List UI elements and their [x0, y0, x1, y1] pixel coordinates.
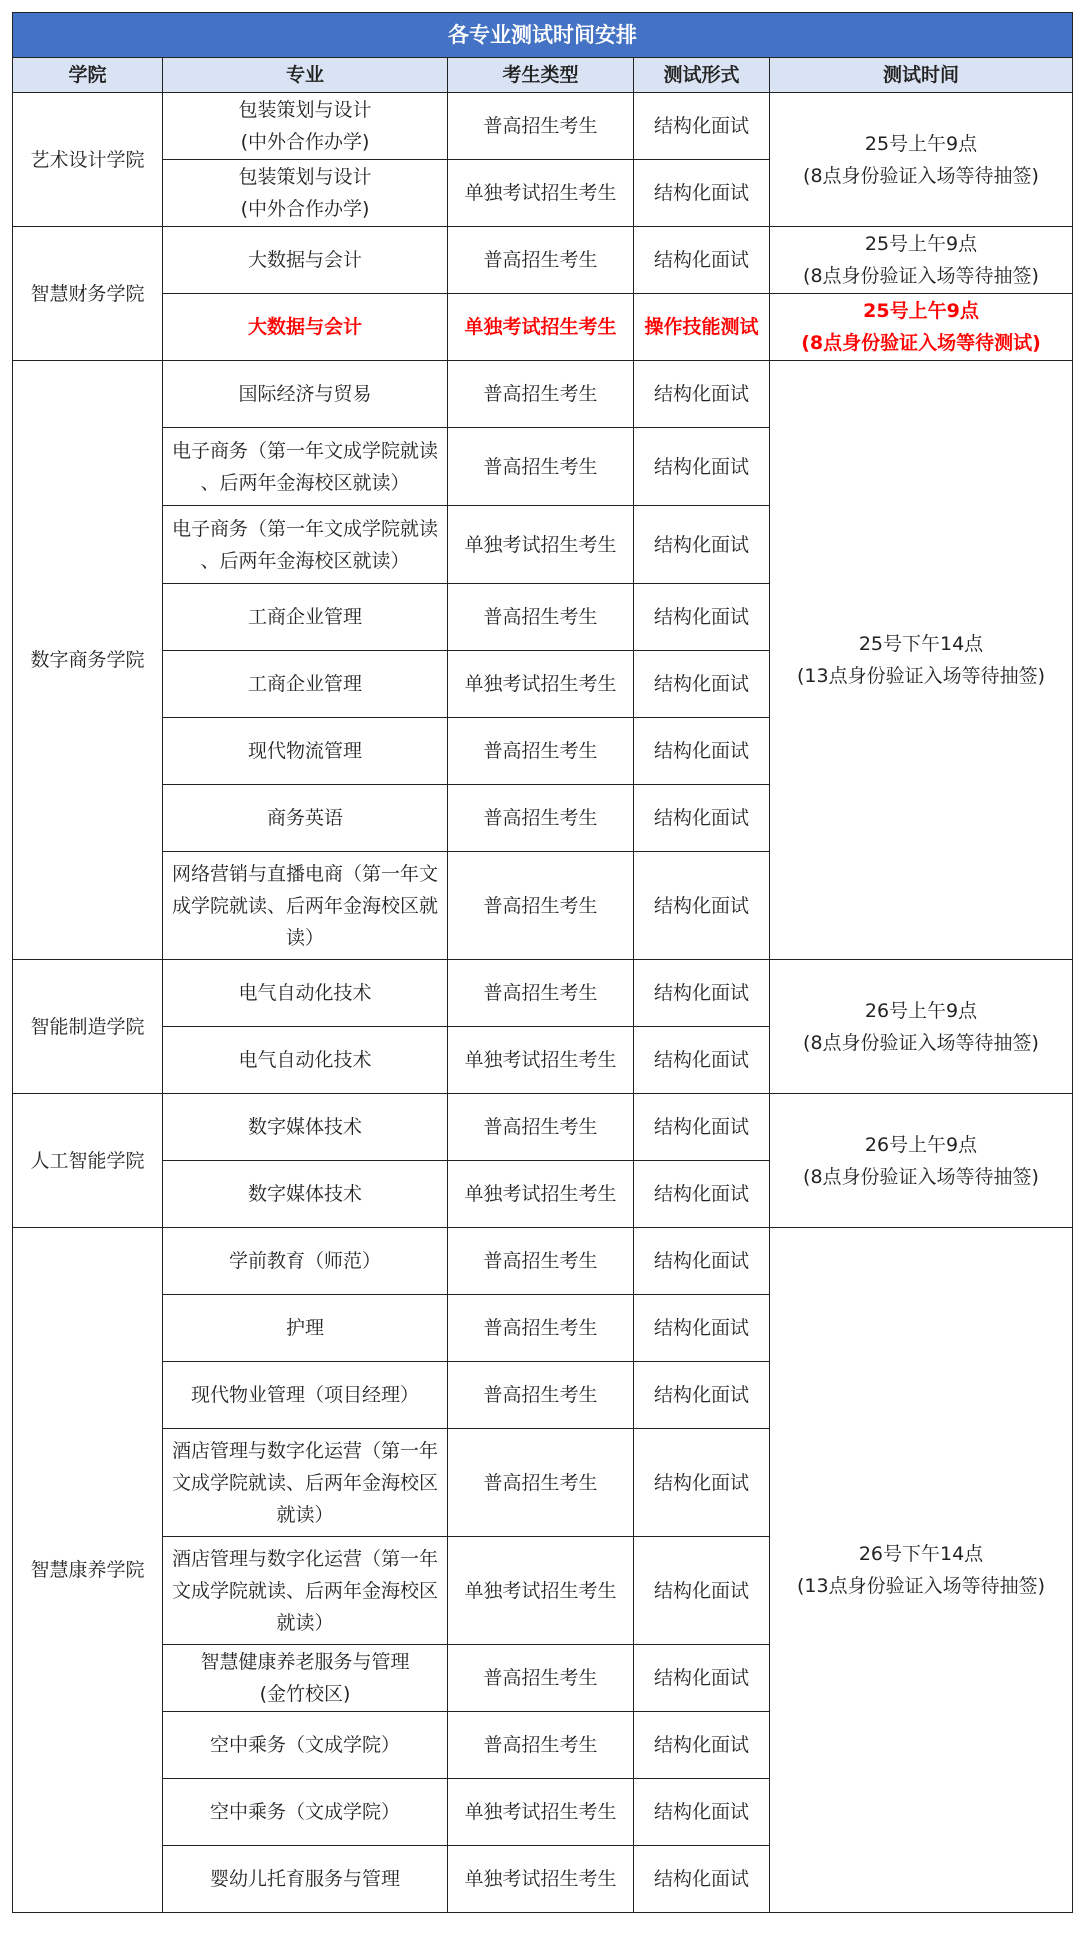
student-type-cell: 普高招生考生 [448, 428, 634, 506]
text-line: 成学院就读、后两年金海校区就 [171, 894, 438, 917]
student-type-cell: 普高招生考生 [448, 361, 634, 428]
major-cell [163, 1027, 448, 1094]
test-time-cell [770, 227, 1073, 294]
test-time-cell [770, 361, 1073, 960]
student-type-cell: 单独考试招生考生 [448, 1537, 634, 1645]
major-cell [163, 1846, 448, 1913]
table-title-row [13, 13, 1073, 58]
student-type-cell: 普高招生考生 [448, 1295, 634, 1362]
schedule-document [12, 12, 1072, 1913]
text-line: (中外合作办学) [240, 198, 370, 220]
text-line: 学前教育（师范） [228, 1250, 381, 1272]
major-cell [163, 1645, 448, 1712]
text-line: 商务英语 [266, 807, 343, 829]
major-cell [163, 1362, 448, 1429]
student-type-cell: 单独考试招生考生 [448, 506, 634, 584]
test-time-cell [770, 294, 1073, 361]
text-line: 网络营销与直播电商（第一年文 [171, 862, 438, 885]
student-type-cell: 普高招生考生 [448, 227, 634, 294]
test-form-cell: 结构化面试 [634, 1712, 770, 1779]
major-cell [163, 428, 448, 506]
text-line: 电子商务（第一年文成学院就读 [171, 439, 438, 462]
college-cell: 智慧财务学院 [13, 227, 163, 361]
major-cell [163, 1295, 448, 1362]
text-line: 护理 [285, 1317, 324, 1339]
student-type-cell: 普高招生考生 [448, 1645, 634, 1712]
major-cell [163, 1161, 448, 1228]
text-line: 就读） [276, 1503, 334, 1526]
text-line: (13点身份验证入场等待抽签) [797, 665, 1046, 687]
table-row [13, 361, 1073, 428]
test-form-cell: 结构化面试 [634, 785, 770, 852]
major-cell [163, 785, 448, 852]
text-line: 空中乘务（文成学院） [209, 1734, 400, 1756]
text-line: 25号上午9点 [864, 233, 978, 255]
test-form-cell: 操作技能测试 [634, 294, 770, 361]
table-row [13, 227, 1073, 294]
student-type-cell: 普高招生考生 [448, 93, 634, 160]
student-type-cell: 普高招生考生 [448, 1228, 634, 1295]
student-type-cell: 普高招生考生 [448, 718, 634, 785]
test-form-cell: 结构化面试 [634, 1429, 770, 1537]
text-line: 酒店管理与数字化运营（第一年 [171, 1547, 438, 1570]
college-cell: 智慧康养学院 [13, 1228, 163, 1913]
table-row [13, 960, 1073, 1027]
schedule-table [12, 12, 1073, 1913]
text-line: (8点身份验证入场等待抽签) [803, 164, 1039, 187]
student-type-cell: 单独考试招生考生 [448, 160, 634, 227]
text-line: 、后两年金海校区就读） [200, 549, 410, 572]
header-test-form: 测试形式 [634, 58, 770, 93]
college-cell: 人工智能学院 [13, 1094, 163, 1228]
table-body [13, 93, 1073, 1913]
major-cell [163, 1429, 448, 1537]
text-line: 空中乘务（文成学院） [209, 1801, 400, 1823]
student-type-cell: 普高招生考生 [448, 960, 634, 1027]
major-cell [163, 718, 448, 785]
major-cell [163, 1537, 448, 1645]
text-line: (金竹校区) [259, 1683, 351, 1705]
text-line: (13点身份验证入场等待抽签) [797, 1575, 1046, 1597]
text-line: (8点身份验证入场等待测试) [801, 332, 1041, 354]
major-cell [163, 227, 448, 294]
test-form-cell: 结构化面试 [634, 1645, 770, 1712]
text-line: 数字媒体技术 [247, 1183, 362, 1205]
text-line: 婴幼儿托育服务与管理 [209, 1868, 400, 1890]
major-cell [163, 361, 448, 428]
table-row [13, 93, 1073, 160]
text-line: 酒店管理与数字化运营（第一年 [171, 1439, 438, 1462]
table-title: 各专业测试时间安排 [13, 13, 1073, 58]
text-line: 电子商务（第一年文成学院就读 [171, 517, 438, 540]
text-line: 26号下午14点 [858, 1543, 984, 1565]
test-form-cell: 结构化面试 [634, 506, 770, 584]
text-line: 就读） [276, 1611, 334, 1634]
test-form-cell: 结构化面试 [634, 1161, 770, 1228]
student-type-cell: 普高招生考生 [448, 852, 634, 960]
student-type-cell: 普高招生考生 [448, 1094, 634, 1161]
test-time-cell [770, 960, 1073, 1094]
student-type-cell: 单独考试招生考生 [448, 294, 634, 361]
major-cell [163, 960, 448, 1027]
text-line: 工商企业管理 [247, 606, 362, 628]
header-major: 专业 [163, 58, 448, 93]
major-cell [163, 1094, 448, 1161]
test-form-cell: 结构化面试 [634, 361, 770, 428]
major-cell [163, 93, 448, 160]
text-line: 数字媒体技术 [247, 1116, 362, 1138]
student-type-cell: 普高招生考生 [448, 785, 634, 852]
table-row [13, 294, 1073, 361]
text-line: (中外合作办学) [240, 131, 370, 153]
text-line: 25号上午9点 [863, 300, 979, 322]
test-time-cell [770, 93, 1073, 227]
major-cell [163, 852, 448, 960]
text-line: 26号上午9点 [864, 999, 978, 1022]
header-college: 学院 [13, 58, 163, 93]
text-line: 文成学院就读、后两年金海校区 [171, 1471, 438, 1494]
text-line: 、后两年金海校区就读） [200, 471, 410, 494]
text-line: 包装策划与设计 [238, 166, 372, 188]
text-line: 大数据与会计 [247, 249, 362, 271]
major-cell [163, 1779, 448, 1846]
test-form-cell: 结构化面试 [634, 1295, 770, 1362]
header-row [13, 58, 1073, 93]
student-type-cell: 单独考试招生考生 [448, 1161, 634, 1228]
college-cell: 智能制造学院 [13, 960, 163, 1094]
test-form-cell: 结构化面试 [634, 1027, 770, 1094]
text-line: (8点身份验证入场等待抽签) [803, 265, 1039, 287]
test-form-cell: 结构化面试 [634, 651, 770, 718]
test-form-cell: 结构化面试 [634, 960, 770, 1027]
text-line: (8点身份验证入场等待抽签) [803, 1031, 1039, 1054]
text-line: (8点身份验证入场等待抽签) [803, 1165, 1039, 1188]
text-line: 包装策划与设计 [238, 99, 372, 121]
test-form-cell: 结构化面试 [634, 1846, 770, 1913]
major-cell [163, 584, 448, 651]
text-line: 25号上午9点 [864, 132, 978, 155]
text-line: 25号下午14点 [858, 633, 984, 655]
text-line: 智慧健康养老服务与管理 [200, 1651, 410, 1673]
test-form-cell: 结构化面试 [634, 1094, 770, 1161]
table-row [13, 1094, 1073, 1161]
student-type-cell: 普高招生考生 [448, 584, 634, 651]
student-type-cell: 单独考试招生考生 [448, 651, 634, 718]
text-line: 现代物流管理 [247, 740, 362, 762]
test-form-cell: 结构化面试 [634, 93, 770, 160]
test-form-cell: 结构化面试 [634, 584, 770, 651]
test-form-cell: 结构化面试 [634, 1362, 770, 1429]
test-form-cell: 结构化面试 [634, 428, 770, 506]
text-line: 工商企业管理 [247, 673, 362, 695]
text-line: 电气自动化技术 [238, 982, 372, 1004]
major-cell [163, 1228, 448, 1295]
text-line: 大数据与会计 [247, 316, 362, 338]
header-test-time: 测试时间 [770, 58, 1073, 93]
student-type-cell: 单独考试招生考生 [448, 1779, 634, 1846]
test-form-cell: 结构化面试 [634, 852, 770, 960]
text-line: 文成学院就读、后两年金海校区 [171, 1579, 438, 1602]
student-type-cell: 普高招生考生 [448, 1429, 634, 1537]
text-line: 国际经济与贸易 [238, 383, 372, 405]
text-line: 26号上午9点 [864, 1133, 978, 1156]
major-cell [163, 651, 448, 718]
test-form-cell: 结构化面试 [634, 1537, 770, 1645]
major-cell [163, 506, 448, 584]
text-line: 电气自动化技术 [238, 1049, 372, 1071]
test-form-cell: 结构化面试 [634, 1228, 770, 1295]
test-form-cell: 结构化面试 [634, 1779, 770, 1846]
test-form-cell: 结构化面试 [634, 160, 770, 227]
major-cell [163, 160, 448, 227]
test-form-cell: 结构化面试 [634, 227, 770, 294]
student-type-cell: 单独考试招生考生 [448, 1027, 634, 1094]
test-form-cell: 结构化面试 [634, 718, 770, 785]
header-student-type: 考生类型 [448, 58, 634, 93]
college-cell: 数字商务学院 [13, 361, 163, 960]
student-type-cell: 普高招生考生 [448, 1712, 634, 1779]
major-cell [163, 1712, 448, 1779]
text-line: 读） [285, 926, 324, 949]
test-time-cell [770, 1094, 1073, 1228]
college-cell: 艺术设计学院 [13, 93, 163, 227]
text-line: 现代物业管理（项目经理） [190, 1384, 419, 1406]
student-type-cell: 单独考试招生考生 [448, 1846, 634, 1913]
student-type-cell: 普高招生考生 [448, 1362, 634, 1429]
major-cell [163, 294, 448, 361]
test-time-cell [770, 1228, 1073, 1913]
table-row [13, 1228, 1073, 1295]
